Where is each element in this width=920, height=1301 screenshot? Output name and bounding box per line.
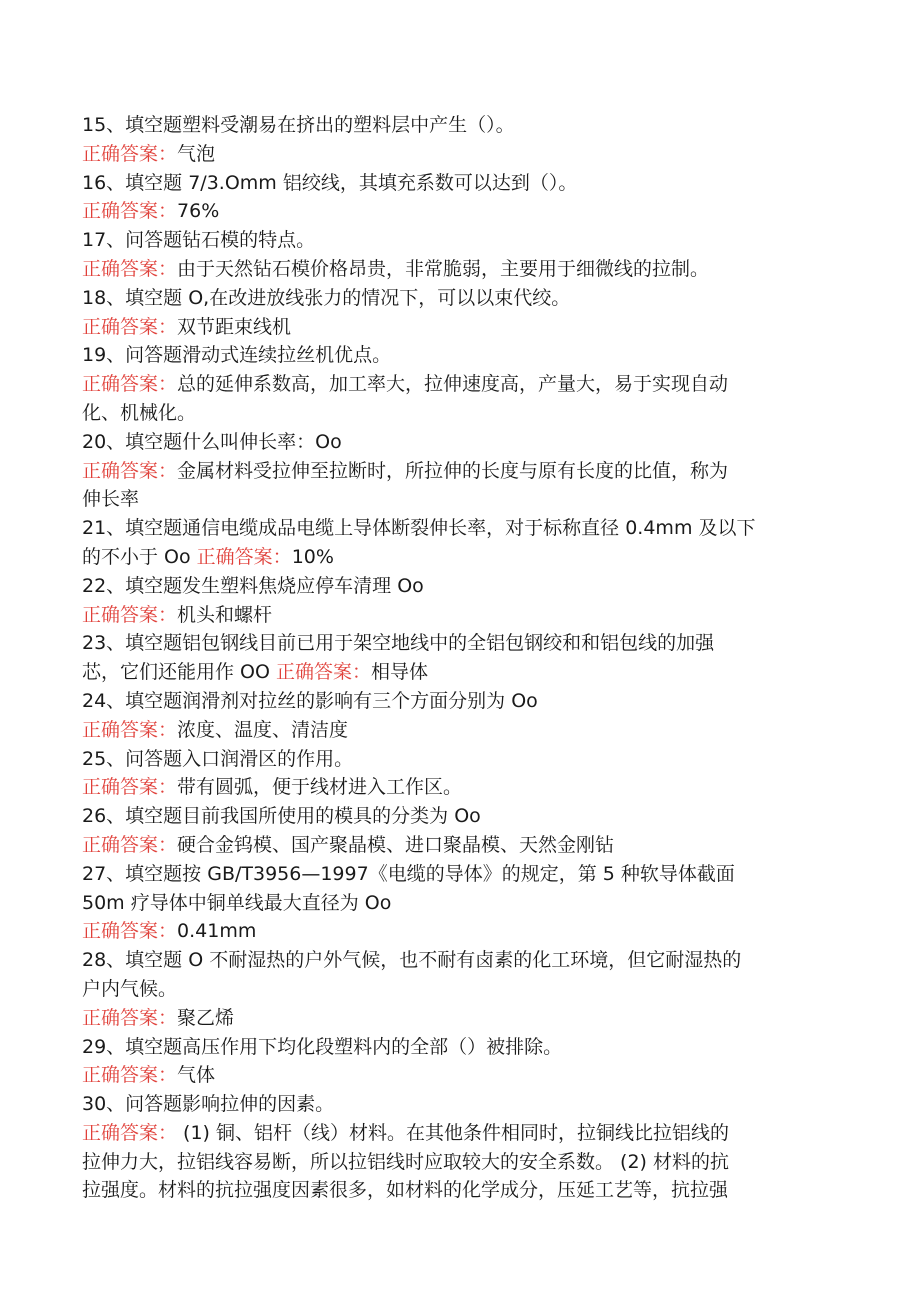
answer-label: 正确答案： xyxy=(82,776,178,799)
answer-text: 0.41mm xyxy=(177,920,257,943)
answer-label: 正确答案： xyxy=(82,833,178,856)
question-line: 15、填空题塑料受潮易在挤出的塑料层中产生（）。 xyxy=(82,114,515,136)
question-line: 28、填空题 O 不耐湿热的户外气候，也不耐有卤素的化工环境，但它耐湿热的 xyxy=(82,949,742,972)
answer-text: 金属材料受拉伸至拉断时，所拉伸的长度与原有长度的比值，称为 xyxy=(177,459,729,482)
answer-label: 正确答案： xyxy=(82,459,178,482)
question-answer-line xyxy=(82,658,822,687)
continuation-line: 伸长率 xyxy=(82,488,140,511)
answer-text: 10% xyxy=(291,545,334,568)
answer-text: 聚乙烯 xyxy=(177,1006,235,1029)
answer-text: 由于天然钻石模价格昂贵，非常脆弱，主要用于细微线的拉制。 xyxy=(177,257,710,280)
answer-text: 双节距束线机 xyxy=(177,315,292,338)
answer-line xyxy=(82,601,822,630)
answer-label: 正确答案： xyxy=(82,920,178,943)
answer-text: 浓度、温度、清洁度 xyxy=(177,718,349,741)
question-line: 18、填空题 O,在改进放线张力的情况下，可以以束代绞。 xyxy=(82,286,571,309)
answer-line xyxy=(82,773,822,802)
question-line: 27、填空题按 GB/T3956—1997《电缆的导体》的规定，第 5 种软导体截面 xyxy=(82,862,735,885)
answer-text: 76% xyxy=(177,200,220,223)
answer-text: 气体 xyxy=(177,1064,216,1087)
continuation-line: 50m 疗导体中铜单线最大直径为 Oo xyxy=(82,891,392,914)
answer-label: 正确答案： xyxy=(82,315,178,338)
question-text: 芯，它们还能用作 OO xyxy=(82,661,276,684)
answer-line xyxy=(82,1061,822,1090)
answer-line xyxy=(82,1004,822,1033)
question-line: 24、填空题润滑剂对拉丝的影响有三个方面分别为 Oo xyxy=(82,689,538,712)
answer-line xyxy=(82,457,822,486)
question-line: 25、问答题入口润滑区的作用。 xyxy=(82,747,354,770)
question-line: 23、填空题铝包钢线目前已用于架空地线中的全铝包钢绞和和铝包线的加强 xyxy=(82,632,715,655)
answer-line xyxy=(82,370,822,399)
exam-document xyxy=(82,111,822,1205)
question-line: 26、填空题目前我国所使用的模具的分类为 Oo xyxy=(82,805,481,828)
answer-line xyxy=(82,1119,822,1148)
question-line: 29、填空题高压作用下均化段塑料内的全部（）被排除。 xyxy=(82,1035,563,1058)
continuation-line: 化、机械化。 xyxy=(82,401,197,424)
question-line: 30、问答题影响拉伸的因素。 xyxy=(82,1093,335,1116)
answer-label: 正确答案： xyxy=(82,603,178,626)
answer-text: 机头和螺杆 xyxy=(177,603,273,626)
question-answer-line xyxy=(82,543,822,572)
question-text: 的不小于 Oo xyxy=(82,545,197,568)
answer-label: 正确答案： xyxy=(82,1121,178,1144)
answer-line xyxy=(82,255,822,284)
answer-text: 带有圆弧，便于线材进入工作区。 xyxy=(177,776,463,799)
question-line: 21、填空题通信电缆成品电缆上导体断裂伸长率，对于标称直径 0.4mm 及以下 xyxy=(82,517,756,540)
answer-line xyxy=(82,716,822,745)
answer-label: 正确答案： xyxy=(82,1064,178,1087)
question-line: 22、填空题发生塑料焦烧应停车清理 Oo xyxy=(82,574,424,597)
answer-line xyxy=(82,831,822,860)
answer-text: 相导体 xyxy=(371,661,429,684)
answer-label: 正确答案： xyxy=(82,142,178,165)
answer-line xyxy=(82,917,822,946)
answer-line xyxy=(82,313,822,342)
answer-text: 硬合金钨模、国产聚晶模、进口聚晶模、天然金刚钻 xyxy=(177,833,615,856)
answer-label: 正确答案： xyxy=(82,200,178,223)
answer-label: 正确答案： xyxy=(82,1006,178,1029)
answer-label: 正确答案： xyxy=(276,661,372,684)
answer-text: (1) 铜、铝杆（线）材料。在其他条件相同时，拉铜线比拉铝线的 xyxy=(177,1121,730,1144)
answer-label: 正确答案： xyxy=(82,718,178,741)
question-line: 19、问答题滑动式连续拉丝机优点。 xyxy=(82,344,392,367)
answer-line xyxy=(82,140,822,169)
answer-label: 正确答案： xyxy=(82,257,178,280)
answer-label: 正确答案： xyxy=(82,373,178,396)
answer-text: 气泡 xyxy=(177,142,216,165)
answer-text: 总的延伸系数高，加工率大，拉伸速度高，产量大，易于实现自动 xyxy=(177,373,729,396)
question-line: 20、填空题什么叫伸长率：Oo xyxy=(82,430,342,453)
answer-line xyxy=(82,197,822,226)
answer-label: 正确答案： xyxy=(196,545,292,568)
continuation-line: 拉强度。材料的抗拉强度因素很多，如材料的化学成分，压延工艺等，抗拉强 xyxy=(82,1179,729,1202)
continuation-line: 户内气候。 xyxy=(82,977,178,1000)
continuation-line: 拉伸力大，拉铝线容易断，所以拉铝线时应取较大的安全系数。 (2) 材料的抗 xyxy=(82,1150,729,1173)
question-line: 16、填空题 7/3.Omm 铝绞线，其填充系数可以达到（）。 xyxy=(82,171,578,194)
question-line: 17、问答题钻石模的特点。 xyxy=(82,229,316,252)
